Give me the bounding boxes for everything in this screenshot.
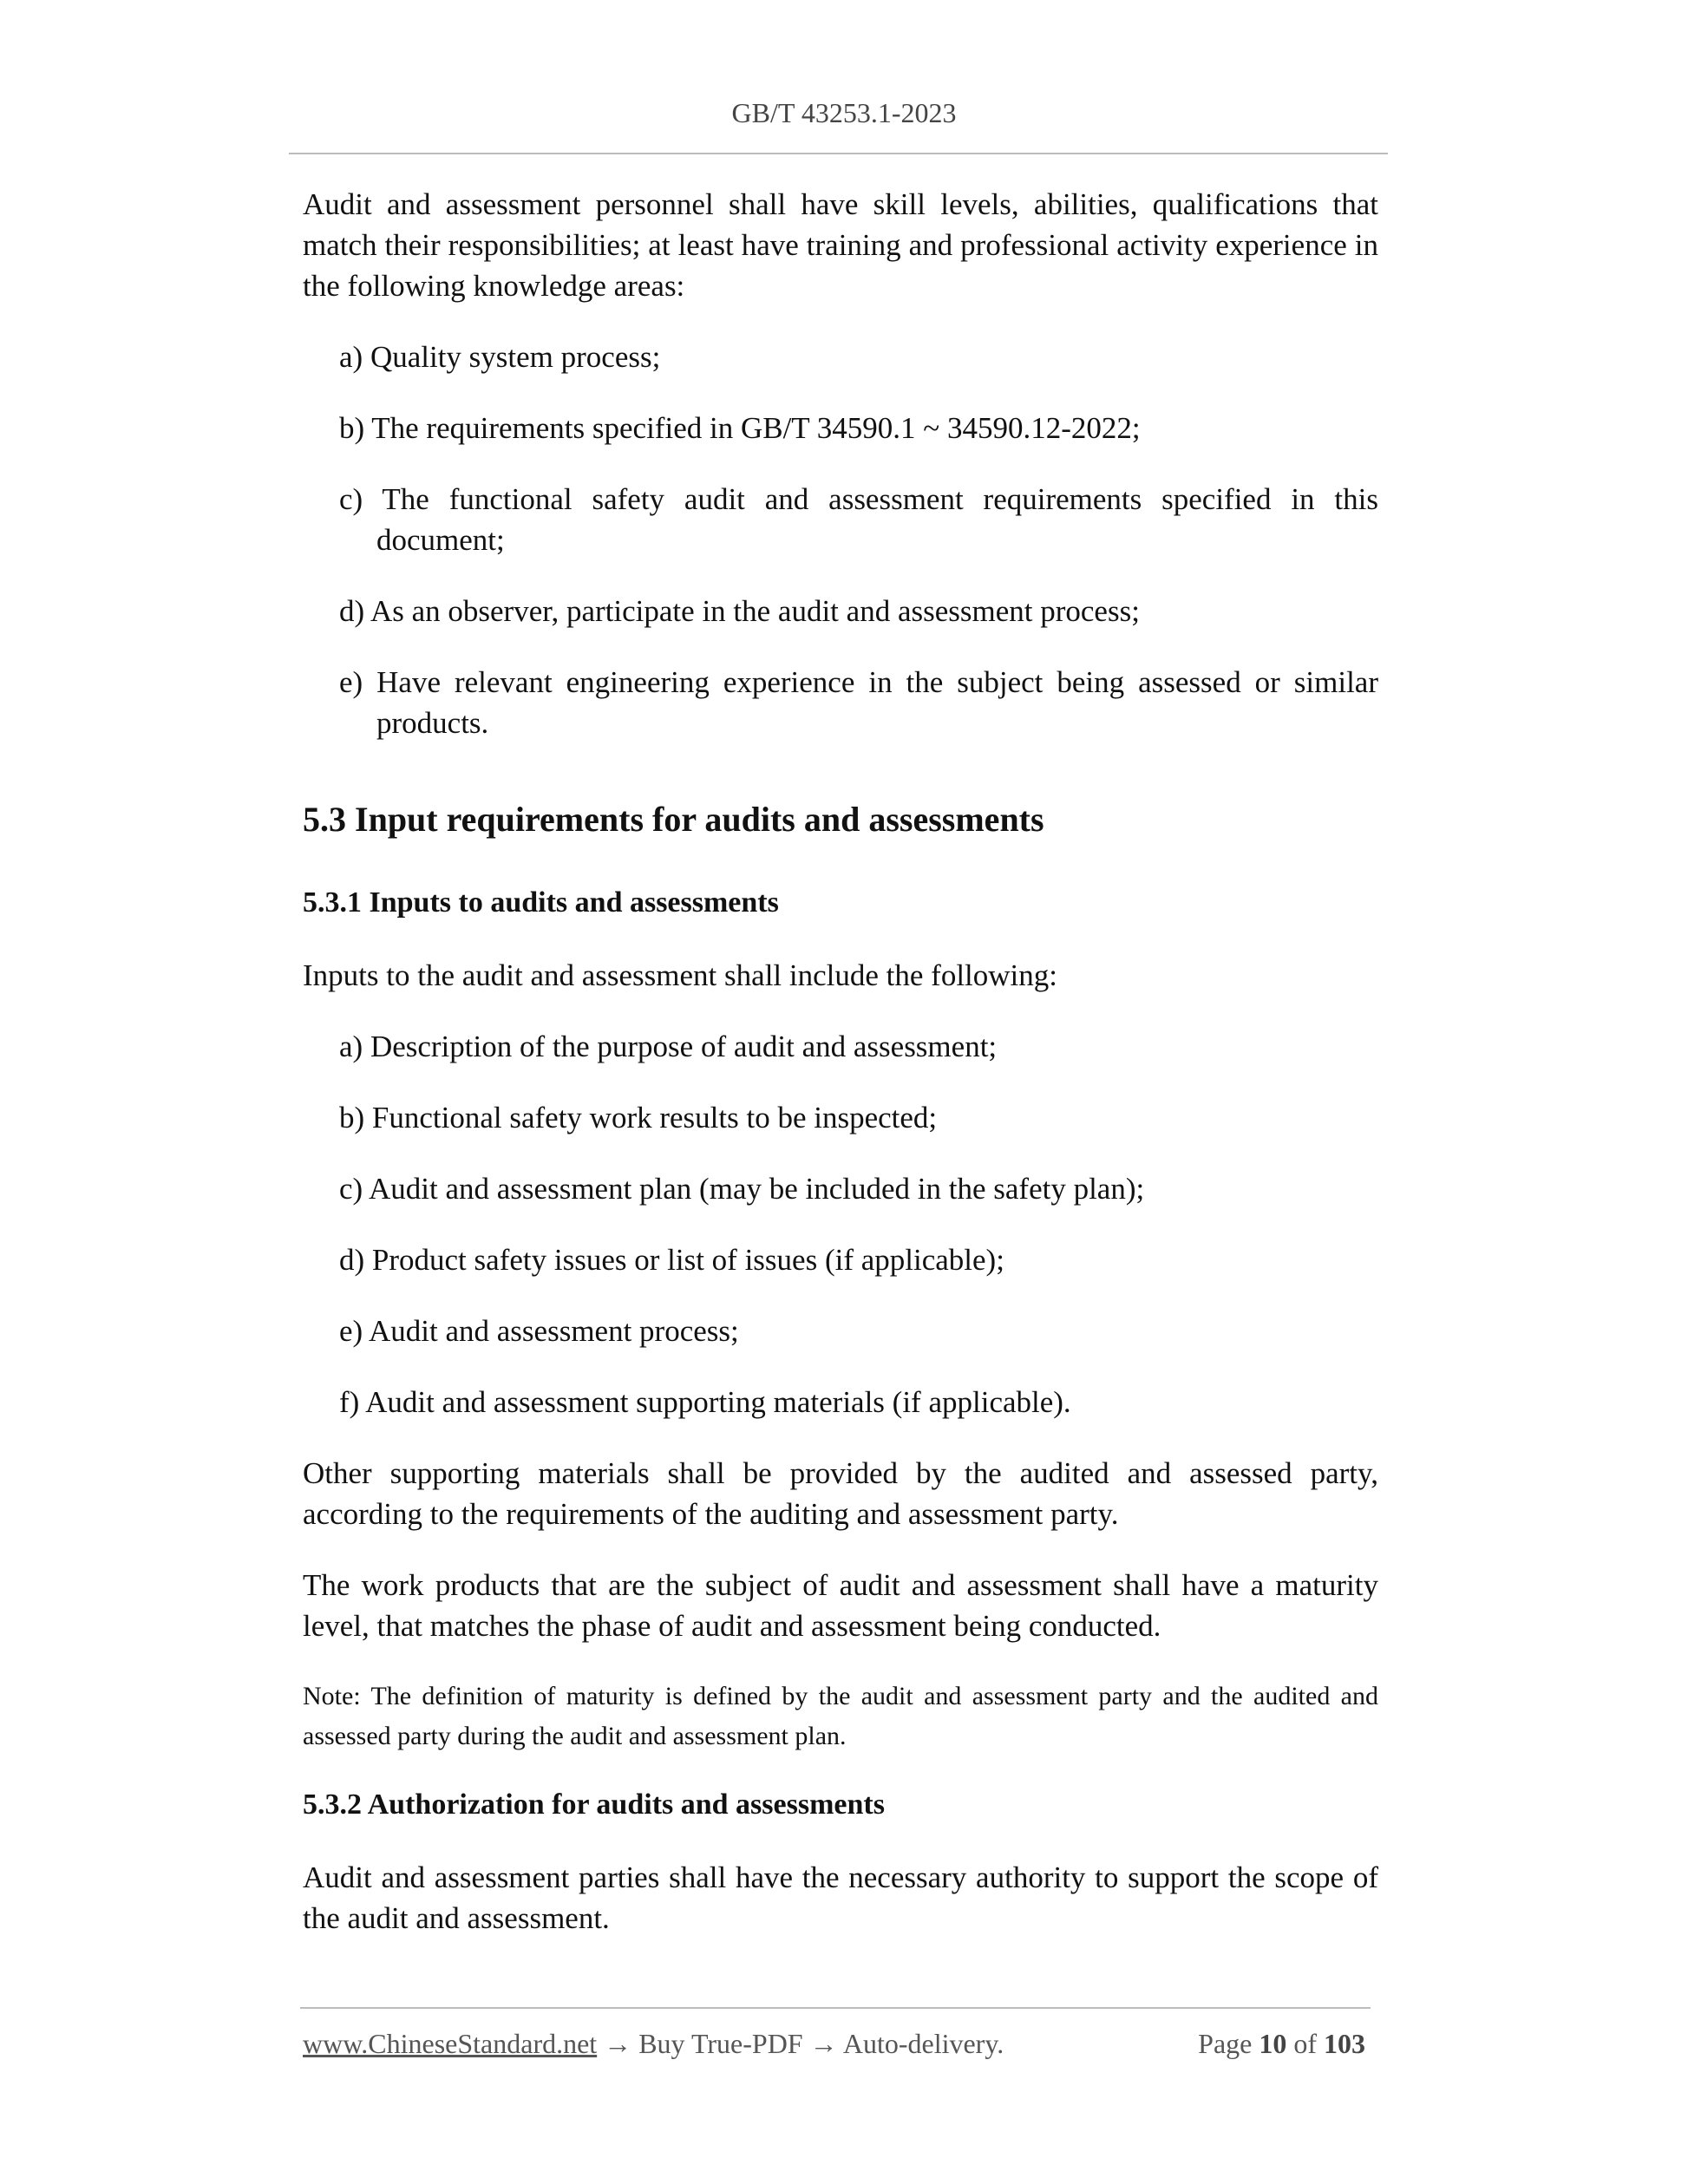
page-number (1198, 2028, 1365, 2060)
document-header (0, 97, 1688, 129)
website-link[interactable]: www.ChineseStandard.net (303, 2028, 598, 2059)
intro-paragraph: Audit and assessment personnel shall have skill levels, abilities, qualifications that match their responsibilities; at least have training and professional activity experience in the following knowledge areas: (303, 187, 1378, 303)
page-content (303, 184, 1378, 1969)
arrow-right-icon: → (604, 2028, 632, 2059)
auto-delivery-text: Auto-delivery. (842, 2028, 1004, 2059)
list-item: f) Audit and assessment supporting materials (if applicable). (339, 1385, 1071, 1419)
list-item: b) The requirements specified in GB/T 34590.1 ~ 34590.12-2022; (339, 411, 1141, 445)
list-item: e) Have relevant engineering experience in the subject being assessed or similar products. (339, 665, 1378, 740)
work-products-paragraph: The work products that are the subject of audit and assessment shall have a maturity level, that matches the phase of audit and assessment being conducted. (303, 1568, 1378, 1643)
footer-divider (300, 2007, 1371, 2009)
list-item: e) Audit and assessment process; (339, 1314, 739, 1348)
list-item: a) Quality system process; (339, 340, 661, 374)
page-footer (303, 2028, 1365, 2060)
knowledge-area-list (303, 337, 1378, 743)
header-divider (289, 153, 1388, 154)
footer-promo (303, 2028, 1004, 2060)
list-item: b) Functional safety work results to be inspected; (339, 1101, 938, 1135)
list-item: d) As an observer, participate in the audit and assessment process; (339, 594, 1140, 628)
maturity-note: Note: The definition of maturity is defined by the audit and assessment party and the audited and assessed party during the audit and assessment plan. (303, 1682, 1378, 1750)
list-item: c) The functional safety audit and assessment requirements specified in this document; (339, 482, 1378, 557)
page-current: 10 (1259, 2028, 1287, 2059)
authorization-paragraph: Audit and assessment parties shall have the necessary authority to support the scope of the audit and assessment. (303, 1860, 1378, 1935)
page-label: Page (1198, 2028, 1253, 2059)
other-materials-paragraph: Other supporting materials shall be provided by the audited and assessed party, according to the requirements of the auditing and assessment party. (303, 1456, 1378, 1531)
buy-true-pdf-text: Buy True-PDF (638, 2028, 803, 2059)
list-item: a) Description of the purpose of audit and assessment; (339, 1030, 998, 1063)
of-label: of (1293, 2028, 1317, 2059)
arrow-right-icon: → (809, 2028, 838, 2059)
subsection-heading-5-3-2: 5.3.2 Authorization for audits and assessments (303, 1788, 885, 1821)
page-total: 103 (1324, 2028, 1365, 2059)
inputs-list (303, 1026, 1378, 1422)
subsection-heading-5-3-1: 5.3.1 Inputs to audits and assessments (303, 886, 779, 919)
document-id: GB/T 43253.1-2023 (731, 97, 957, 128)
section-heading-5-3: 5.3 Input requirements for audits and assessments (303, 800, 1044, 839)
list-item: c) Audit and assessment plan (may be included in the safety plan); (339, 1172, 1145, 1206)
list-item: d) Product safety issues or list of issues (if applicable); (339, 1243, 1004, 1277)
inputs-lead-paragraph: Inputs to the audit and assessment shall include the following: (303, 958, 1057, 992)
